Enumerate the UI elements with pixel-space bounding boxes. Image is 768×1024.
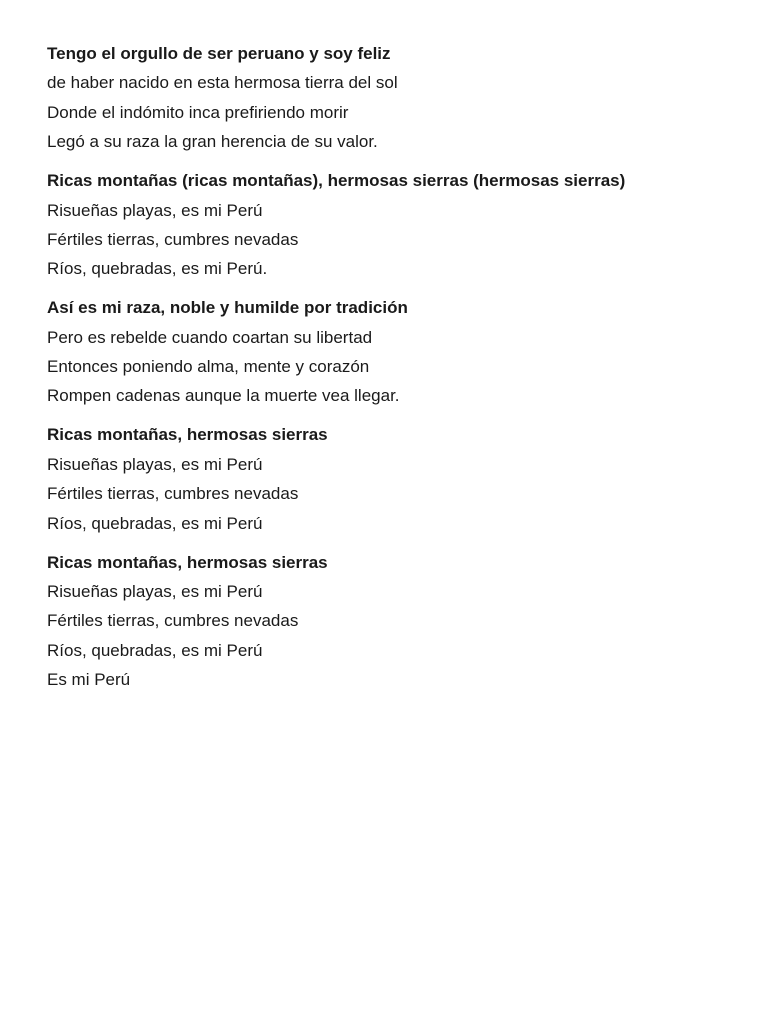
- stanza: [47, 166, 747, 284]
- stanza-line: Ríos, quebradas, es mi Perú.: [47, 259, 268, 279]
- stanza-line: Donde el indómito inca prefiriendo morir: [47, 102, 349, 122]
- stanza: [47, 420, 747, 538]
- stanza-line: de haber nacido en esta hermosa tierra del sol: [47, 73, 398, 93]
- stanza-line: Es mi Perú: [47, 670, 131, 690]
- stanza-line: Entonces poniendo alma, mente y corazón: [47, 357, 370, 377]
- stanza-line: Pero es rebelde cuando coartan su libertad: [47, 327, 373, 347]
- stanza-line: Risueñas playas, es mi Perú: [47, 200, 263, 220]
- stanza-line: Rompen cadenas aunque la muerte vea llegar.: [47, 386, 400, 406]
- lyrics-document: [47, 39, 747, 704]
- stanza-line: Ricas montañas, hermosas sierras: [47, 552, 328, 572]
- stanza-line: Fértiles tierras, cumbres nevadas: [47, 229, 299, 249]
- stanza: [47, 548, 747, 695]
- stanza-line: Risueñas playas, es mi Perú: [47, 454, 263, 474]
- stanza: [47, 293, 747, 411]
- stanza-line: Ricas montañas, hermosas sierras: [47, 425, 328, 445]
- stanza-line: Así es mi raza, noble y humilde por tradición: [47, 298, 408, 318]
- stanza-line: Tengo el orgullo de ser peruano y soy feliz: [47, 44, 391, 63]
- stanza-line: Ríos, quebradas, es mi Perú: [47, 640, 263, 660]
- stanza-line: Risueñas playas, es mi Perú: [47, 581, 263, 601]
- stanza: [47, 39, 747, 157]
- stanza-line: Fértiles tierras, cumbres nevadas: [47, 611, 299, 631]
- stanza-line: Legó a su raza la gran herencia de su valor.: [47, 132, 378, 152]
- stanza-line: Ríos, quebradas, es mi Perú: [47, 513, 263, 533]
- stanza-line: Ricas montañas (ricas montañas), hermosas sierras (hermosas sierras): [47, 171, 626, 191]
- stanza-line: Fértiles tierras, cumbres nevadas: [47, 484, 299, 504]
